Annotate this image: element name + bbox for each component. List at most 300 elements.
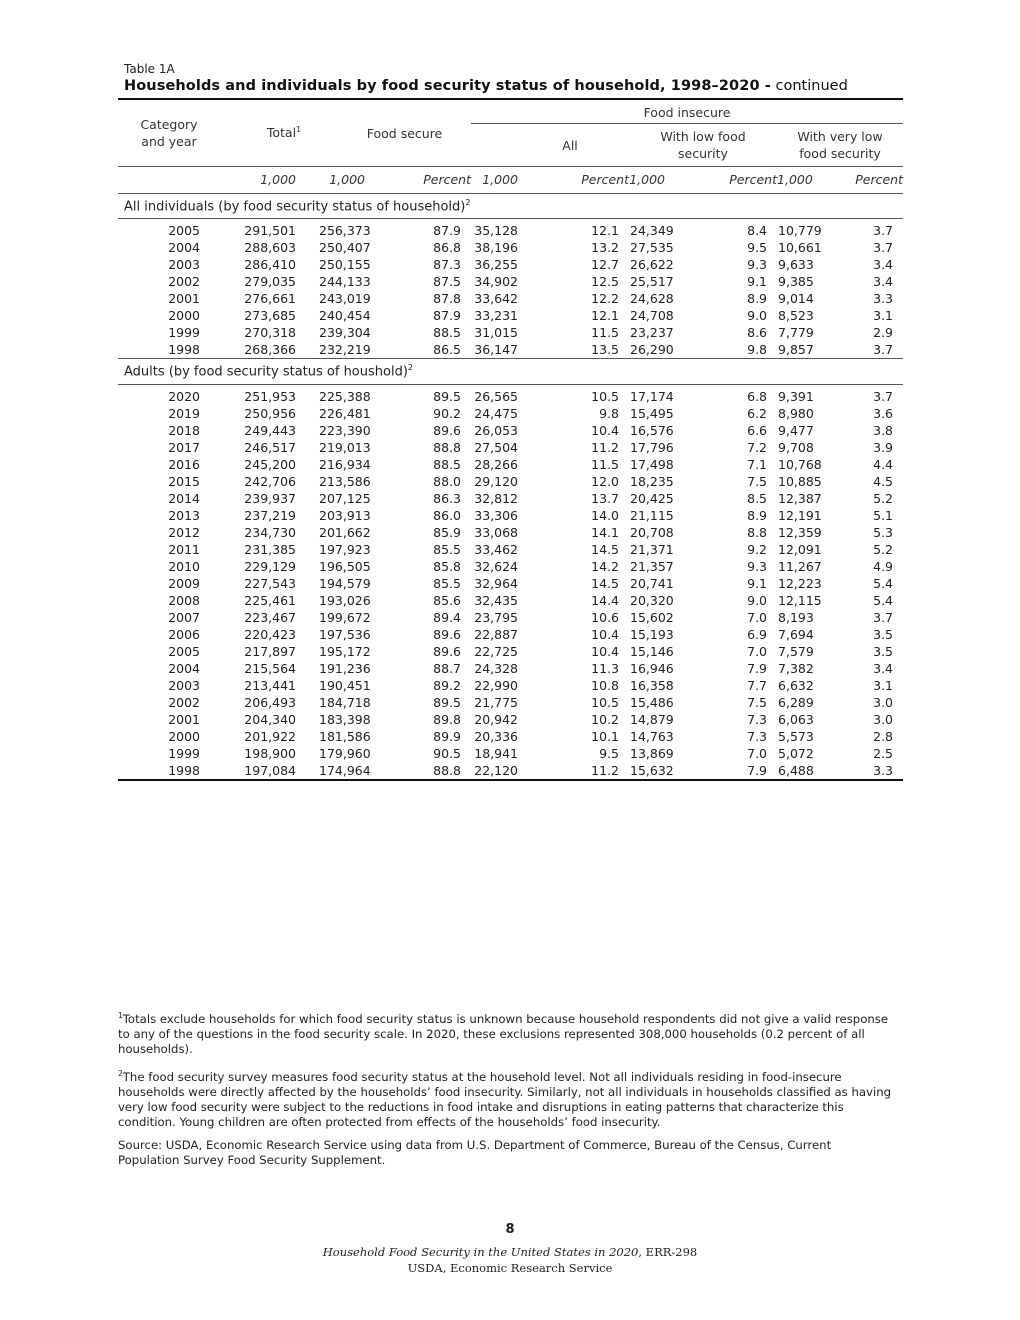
value-cell: 207,125: [319, 490, 371, 506]
value-cell: 9.5: [599, 745, 620, 761]
value-cell: 7.0: [747, 643, 768, 659]
value-cell: 7.9: [747, 762, 768, 778]
year-cell: 2012: [168, 524, 200, 540]
value-cell: 3.1: [873, 677, 894, 693]
value-cell: 12.7: [591, 257, 620, 273]
value-cell: 26,290: [630, 342, 674, 358]
value-cell: 10.8: [591, 677, 620, 693]
value-cell: 9.1: [747, 274, 768, 290]
value-cell: 18,235: [630, 473, 674, 489]
value-cell: 36,147: [474, 342, 519, 358]
value-cell: 33,462: [474, 541, 519, 557]
year-cell: 2013: [168, 507, 200, 523]
value-cell: 5.1: [873, 507, 894, 523]
table-row: [118, 456, 903, 473]
value-cell: 7.0: [747, 745, 768, 761]
value-cell: 8,980: [778, 405, 814, 421]
table-row: [118, 694, 903, 711]
value-cell: 24,328: [474, 660, 519, 676]
value-cell: 10,779: [778, 223, 822, 239]
value-cell: 198,900: [244, 745, 296, 761]
value-cell: 36,255: [474, 257, 519, 273]
table-row: [118, 307, 903, 324]
section-label: Adults (by food security status of houshold)$^2$: [118, 359, 903, 384]
value-cell: 229,129: [244, 558, 296, 574]
year-cell: 2006: [168, 626, 200, 642]
year-cell: 1998: [168, 762, 200, 778]
unit-cell: 1,000: [777, 172, 813, 187]
year-cell: 1999: [168, 325, 200, 341]
table-row: [118, 626, 903, 643]
value-cell: 7.7: [747, 677, 768, 693]
value-cell: 29,120: [474, 473, 519, 489]
year-cell: 2010: [168, 558, 200, 574]
footnote-1: $^1$Totals exclude households for which food security status is unknown because household respondents did not give a valid response to any of the questions in the food security scale. In 2020, these exclusions represented 308,000 households (0.2 percent of all households).: [118, 1011, 889, 1057]
value-cell: 26,622: [630, 257, 674, 273]
value-cell: 12.1: [591, 308, 620, 324]
table-row: [118, 439, 903, 456]
value-cell: 204,340: [244, 711, 296, 727]
value-cell: 7.0: [747, 609, 768, 625]
value-cell: 15,486: [630, 694, 674, 710]
year-cell: 2009: [168, 575, 200, 591]
value-cell: 33,068: [474, 524, 519, 540]
value-cell: 250,155: [319, 257, 371, 273]
value-cell: 6.8: [747, 388, 768, 404]
header-category: Category and year: [140, 117, 198, 149]
value-cell: 17,174: [630, 388, 674, 404]
value-cell: 239,937: [244, 490, 296, 506]
value-cell: 6,632: [778, 677, 814, 693]
value-cell: 9,633: [778, 257, 814, 273]
year-cell: 1999: [168, 745, 200, 761]
value-cell: 15,602: [630, 609, 674, 625]
value-cell: 7.1: [747, 456, 768, 472]
value-cell: 12,223: [778, 575, 822, 591]
year-cell: 2004: [168, 660, 200, 676]
value-cell: 38,196: [474, 240, 519, 256]
value-cell: 5.4: [873, 575, 894, 591]
value-cell: 231,385: [244, 541, 296, 557]
table-row: [118, 239, 903, 256]
unit-cell: Percent: [423, 172, 472, 187]
table-row: [118, 524, 903, 541]
value-cell: 22,725: [474, 643, 519, 659]
year-cell: 2017: [168, 439, 200, 455]
value-cell: 16,946: [630, 660, 674, 676]
value-cell: 179,960: [319, 745, 371, 761]
table-row: [118, 490, 903, 507]
value-cell: 89.2: [433, 677, 462, 693]
value-cell: 3.7: [873, 240, 894, 256]
value-cell: 11.2: [591, 439, 620, 455]
value-cell: 21,115: [630, 507, 674, 523]
value-cell: 9.8: [599, 405, 620, 421]
value-cell: 199,672: [319, 609, 371, 625]
table-row: [118, 592, 903, 609]
table-label: Table 1A: [124, 62, 175, 76]
value-cell: 3.5: [873, 626, 894, 642]
year-cell: 2000: [168, 728, 200, 744]
value-cell: 85.8: [433, 558, 462, 574]
value-cell: 3.4: [873, 660, 894, 676]
value-cell: 17,796: [630, 439, 674, 455]
year-cell: 2005: [168, 223, 200, 239]
value-cell: 3.3: [873, 762, 894, 778]
value-cell: 251,953: [244, 388, 296, 404]
value-cell: 11.2: [591, 762, 620, 778]
value-cell: 195,172: [319, 643, 371, 659]
value-cell: 7.2: [747, 439, 768, 455]
value-cell: 10.1: [591, 728, 620, 744]
value-cell: 10.6: [591, 609, 620, 625]
value-cell: 5.4: [873, 592, 894, 608]
value-cell: 89.5: [433, 388, 462, 404]
value-cell: 20,336: [474, 728, 519, 744]
section-header-row: [118, 359, 903, 384]
value-cell: 10,661: [778, 240, 822, 256]
value-cell: 15,146: [630, 643, 674, 659]
value-cell: 8.6: [747, 325, 768, 341]
value-cell: 15,193: [630, 626, 674, 642]
value-cell: 16,576: [630, 422, 674, 438]
table-row: [118, 422, 903, 439]
section-label: All individuals (by food security status of household)$^2$: [118, 194, 903, 219]
value-cell: 194,579: [319, 575, 371, 591]
value-cell: 89.6: [433, 422, 462, 438]
table-row: [118, 324, 903, 341]
table-row: [118, 575, 903, 592]
value-cell: 5.2: [873, 490, 894, 506]
value-cell: 250,956: [244, 405, 296, 421]
value-cell: 14,763: [630, 728, 674, 744]
value-cell: 21,357: [630, 558, 674, 574]
year-cell: 2005: [168, 643, 200, 659]
value-cell: 7.5: [747, 473, 768, 489]
value-cell: 225,388: [319, 388, 371, 404]
value-cell: 32,964: [474, 575, 519, 591]
value-cell: 9.3: [747, 558, 768, 574]
value-cell: 7.3: [747, 711, 768, 727]
value-cell: 288,603: [244, 240, 296, 256]
value-cell: 174,964: [319, 762, 371, 778]
table-row: [118, 558, 903, 575]
value-cell: 2.9: [873, 325, 894, 341]
value-cell: 33,231: [474, 308, 519, 324]
value-cell: 14.1: [591, 524, 620, 540]
value-cell: 7,779: [778, 325, 814, 341]
publication-title: Household Food Security in the United States in 2020: [322, 1245, 639, 1259]
year-cell: 2019: [168, 405, 200, 421]
value-cell: 20,741: [630, 575, 674, 591]
table-row: [118, 745, 903, 762]
value-cell: 21,371: [630, 541, 674, 557]
table-row: [118, 728, 903, 745]
table-row: [118, 405, 903, 422]
year-cell: 2003: [168, 677, 200, 693]
value-cell: 32,624: [474, 558, 519, 574]
value-cell: 22,990: [474, 677, 519, 693]
value-cell: 87.9: [433, 223, 462, 239]
value-cell: 31,015: [474, 325, 519, 341]
unit-cell: Percent: [729, 172, 778, 187]
value-cell: 256,373: [319, 223, 371, 239]
year-cell: 2003: [168, 257, 200, 273]
value-cell: 196,505: [319, 558, 371, 574]
value-cell: 197,536: [319, 626, 371, 642]
unit-cell: 1,000: [482, 172, 519, 187]
value-cell: 10.5: [591, 388, 620, 404]
value-cell: 242,706: [244, 473, 296, 489]
table-title-continued: continued: [770, 78, 848, 94]
value-cell: 85.6: [433, 592, 462, 608]
value-cell: 3.4: [873, 274, 894, 290]
value-cell: 9.1: [747, 575, 768, 591]
value-cell: 12,191: [778, 507, 822, 523]
value-cell: 12.1: [591, 223, 620, 239]
value-cell: 88.8: [433, 439, 462, 455]
value-cell: 7.5: [747, 694, 768, 710]
value-cell: 20,708: [630, 524, 674, 540]
value-cell: 234,730: [244, 524, 296, 540]
value-cell: 24,628: [630, 291, 674, 307]
value-cell: 10.4: [591, 643, 620, 659]
value-cell: 89.4: [433, 609, 462, 625]
value-cell: 10,885: [778, 473, 822, 489]
header-low-food-security: With low food security: [660, 129, 746, 161]
table-row: [118, 609, 903, 626]
value-cell: 22,120: [474, 762, 519, 778]
value-cell: 193,026: [319, 592, 371, 608]
value-cell: 215,564: [244, 660, 296, 676]
value-cell: 190,451: [319, 677, 371, 693]
table-row: [118, 660, 903, 677]
year-cell: 1998: [168, 342, 200, 358]
value-cell: 8,193: [778, 609, 814, 625]
value-cell: 89.8: [433, 711, 462, 727]
value-cell: 32,435: [474, 592, 519, 608]
value-cell: 8.9: [747, 291, 768, 307]
value-cell: 21,775: [474, 694, 519, 710]
value-cell: 14,879: [630, 711, 674, 727]
value-cell: 11,267: [778, 558, 822, 574]
food-security-table: [118, 100, 903, 779]
table-row: [118, 541, 903, 558]
value-cell: 89.9: [433, 728, 462, 744]
value-cell: 86.0: [433, 507, 462, 523]
value-cell: 32,812: [474, 490, 519, 506]
year-cell: 2007: [168, 609, 200, 625]
value-cell: 206,493: [244, 694, 296, 710]
value-cell: 244,133: [319, 274, 371, 290]
value-cell: 85.5: [433, 575, 462, 591]
value-cell: 13.5: [591, 342, 620, 358]
value-cell: 2.5: [873, 745, 894, 761]
value-cell: 8,523: [778, 308, 814, 324]
value-cell: 8.9: [747, 507, 768, 523]
value-cell: 3.7: [873, 388, 894, 404]
value-cell: 276,661: [244, 291, 296, 307]
value-cell: 232,219: [319, 342, 371, 358]
unit-cell: 1,000: [329, 172, 365, 187]
page-number: 8: [505, 1222, 515, 1237]
value-cell: 10.4: [591, 626, 620, 642]
value-cell: 86.5: [433, 342, 462, 358]
value-cell: 88.7: [433, 660, 462, 676]
value-cell: 183,398: [319, 711, 371, 727]
value-cell: 250,407: [319, 240, 371, 256]
value-cell: 3.6: [873, 405, 894, 421]
value-cell: 6,488: [778, 762, 814, 778]
value-cell: 226,481: [319, 405, 371, 421]
value-cell: 3.0: [873, 711, 894, 727]
document-page: [118, 62, 903, 781]
year-cell: 2001: [168, 711, 200, 727]
value-cell: 14.4: [591, 592, 620, 608]
value-cell: 6.6: [747, 422, 768, 438]
value-cell: 15,632: [630, 762, 674, 778]
value-cell: 6,289: [778, 694, 814, 710]
value-cell: 270,318: [244, 325, 296, 341]
value-cell: 12.5: [591, 274, 620, 290]
value-cell: 90.5: [433, 745, 462, 761]
value-cell: 25,517: [630, 274, 674, 290]
value-cell: 191,236: [319, 660, 371, 676]
value-cell: 14.0: [591, 507, 620, 523]
value-cell: 3.9: [873, 439, 894, 455]
value-cell: 9,391: [778, 388, 814, 404]
value-cell: 3.0: [873, 694, 894, 710]
value-cell: 12,387: [778, 490, 822, 506]
value-cell: 18,941: [474, 745, 519, 761]
value-cell: 3.3: [873, 291, 894, 307]
year-cell: 2000: [168, 308, 200, 324]
value-cell: 201,922: [244, 728, 296, 744]
value-cell: 223,390: [319, 422, 371, 438]
value-cell: 14.5: [591, 541, 620, 557]
value-cell: 13.2: [591, 240, 620, 256]
value-cell: 85.5: [433, 541, 462, 557]
value-cell: 184,718: [319, 694, 371, 710]
table-title: [124, 78, 903, 94]
value-cell: 88.5: [433, 456, 462, 472]
unit-cell: 1,000: [260, 172, 296, 187]
value-cell: 216,934: [319, 456, 371, 472]
year-cell: 2020: [168, 388, 200, 404]
value-cell: 7,382: [778, 660, 814, 676]
year-cell: 2018: [168, 422, 200, 438]
value-cell: 87.8: [433, 291, 462, 307]
value-cell: 89.6: [433, 626, 462, 642]
value-cell: 12.2: [591, 291, 620, 307]
value-cell: 9,014: [778, 291, 814, 307]
value-cell: 89.5: [433, 694, 462, 710]
value-cell: 5,072: [778, 745, 814, 761]
units-row: [118, 167, 903, 194]
footnotes: [118, 1008, 893, 1177]
value-cell: 88.5: [433, 325, 462, 341]
footnote-2: $^2$The food security survey measures food security status at the household level. Not all individuals residing in food-insecure households were directly affected by the households’ food insecurity. Similarly, not all individuals in households classified as having very low food security were subject to the reductions in food intake and disruptions in eating patterns that characterize this condition. Young children are often protected from effects of the households’ food insecurity.: [118, 1068, 892, 1129]
value-cell: 11.5: [591, 325, 620, 341]
value-cell: 6,063: [778, 711, 814, 727]
value-cell: 279,035: [244, 274, 296, 290]
table-row: [118, 384, 903, 405]
value-cell: 11.5: [591, 456, 620, 472]
table-row: [118, 290, 903, 307]
table-row: [118, 762, 903, 779]
value-cell: 23,237: [630, 325, 674, 341]
value-cell: 14.5: [591, 575, 620, 591]
value-cell: 181,586: [319, 728, 371, 744]
value-cell: 9,708: [778, 439, 814, 455]
value-cell: 14.2: [591, 558, 620, 574]
value-cell: 225,461: [244, 592, 296, 608]
value-cell: 10.4: [591, 422, 620, 438]
value-cell: 33,642: [474, 291, 519, 307]
value-cell: 86.3: [433, 490, 462, 506]
value-cell: 24,708: [630, 308, 674, 324]
value-cell: 240,454: [319, 308, 371, 324]
value-cell: 9.3: [747, 257, 768, 273]
year-cell: 2014: [168, 490, 200, 506]
value-cell: 26,565: [474, 388, 519, 404]
value-cell: 9.5: [747, 240, 768, 256]
unit-cell: 1,000: [629, 172, 666, 187]
table-row: [118, 643, 903, 660]
value-cell: 24,349: [630, 223, 674, 239]
value-cell: 8.4: [747, 223, 768, 239]
publication-id: , ERR-298: [638, 1245, 698, 1259]
year-cell: 2004: [168, 240, 200, 256]
table-row: [118, 256, 903, 273]
value-cell: 201,662: [319, 524, 371, 540]
value-cell: 286,410: [244, 257, 296, 273]
table-row: [118, 677, 903, 694]
value-cell: 8.5: [747, 490, 768, 506]
value-cell: 11.3: [591, 660, 620, 676]
value-cell: 15,495: [630, 405, 674, 421]
table-body: [118, 194, 903, 779]
value-cell: 246,517: [244, 439, 296, 455]
value-cell: 27,535: [630, 240, 674, 256]
value-cell: 8.8: [747, 524, 768, 540]
value-cell: 17,498: [630, 456, 674, 472]
value-cell: 3.5: [873, 643, 894, 659]
publication-line: [0, 1245, 1020, 1259]
value-cell: 9,477: [778, 422, 814, 438]
table-row: [118, 273, 903, 290]
value-cell: 197,084: [244, 762, 296, 778]
value-cell: 213,441: [244, 677, 296, 693]
value-cell: 5.2: [873, 541, 894, 557]
value-cell: 9,857: [778, 342, 814, 358]
value-cell: 33,306: [474, 507, 519, 523]
value-cell: 22,887: [474, 626, 519, 642]
value-cell: 34,902: [474, 274, 519, 290]
value-cell: 9.8: [747, 342, 768, 358]
year-cell: 2011: [168, 541, 200, 557]
value-cell: 268,366: [244, 342, 296, 358]
value-cell: 4.9: [873, 558, 894, 574]
header-total: Total$^1$: [266, 125, 302, 141]
header-very-low-food-security: With very low food security: [797, 129, 883, 161]
value-cell: 4.4: [873, 456, 894, 472]
value-cell: 88.0: [433, 473, 462, 489]
value-cell: 9.2: [747, 541, 768, 557]
value-cell: 88.8: [433, 762, 462, 778]
header-food-secure: Food secure: [366, 125, 443, 141]
value-cell: 20,942: [474, 711, 519, 727]
